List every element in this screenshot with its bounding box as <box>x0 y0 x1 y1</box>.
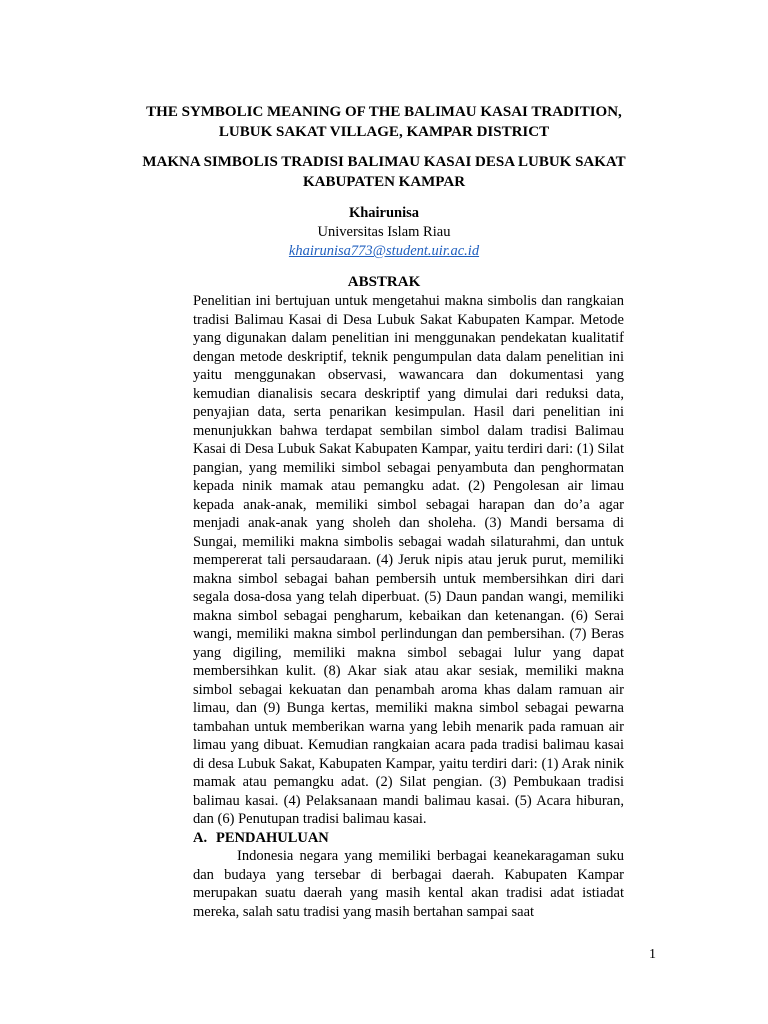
section-heading <box>193 829 329 848</box>
section-title: PENDAHULUAN <box>216 830 329 846</box>
author-affiliation: Universitas Islam Riau <box>317 224 451 240</box>
author-name: Khairunisa <box>348 205 420 221</box>
introduction-paragraph: Indonesia negara yang memiliki berbagai keanekaragaman suku dan budaya yang tersebar di berbagai daerah. Kabupaten Kampar merupakan suatu daerah yang masih kental akan tradisi adat istiadat mereka, salah satu tradisi yang masih bertahan sampai saat <box>193 848 624 920</box>
indonesian-title-line-1: MAKNA SIMBOLIS TRADISI BALIMAU KASAI DESA LUBUK SAKAT <box>142 154 626 170</box>
page-number: 1 <box>649 947 656 962</box>
author-block <box>0 204 768 261</box>
indonesian-title <box>0 152 768 192</box>
abstract-text: Penelitian ini bertujuan untuk mengetahui makna simbolis dan rangkaian tradisi Balimau Kasai di Desa Lubuk Sakat Kabupaten Kampar. Metode yang digunakan dalam penelitian ini menggunakan pendekatan kualitatif dengan metode deskriptif, teknik pengumpulan data dalam penelitian ini yaitu menggunakan observasi, wawancara dan dokumentasi yang kemudian dianalisis secara deskriptif yang dimulai dari reduksi data, penyajian data, serta penarikan kesimpulan. Hasil dari penelitian ini menunjukkan bahwa terdapat sembilan simbol dalam tradisi Balimau Kasai di Desa Lubuk Sakat Kabupaten Kampar, yaitu terdiri dari: (1) Silat pangian, yang memiliki simbol sebagai penyambuta dan penghormatan kepada ninik mamak atau pemangku adat. (2) Pengolesan air limau kepada anak-anak, memiliki simbol sebagai harapan dan do’a agar menjadi anak-anak yang sholeh dan sholeha. (3) Mandi bersama di Sungai, memiliki makna simbolis sebagai wadah silaturahmi, dan untuk mempererat tali persaudaraan. (4) Jeruk nipis atau jeruk purut, memiliki makna simbol sebagai bahan pembersih untuk membersihkan diri dari segala dosa-dosa yang telah diperbuat. (5) Daun pandan wangi, memiliki makna simbol sebagai pengharum, kebaikan dan ketenangan. (6) Serai wangi, memiliki makna simbol perlindungan dan pembersihan. (7) Beras yang digiling, memiliki makna simbol sebagai lulur yang dapat membersihkan kulit. (8) Akar siak atau akar sesiak, memiliki makna simbol sebagai kekuatan dan penambah aroma khas dalam ramuan air limau, dan (9) Bunga kertas, memiliki makna simbol sebagai pewarna tambahan untuk memberikan warna yang lebih menarik pada ramuan air limau yang dibuat. Kemudian rangkaian acara pada tradisi balimau kasai di desa Lubuk Sakat, Kabupaten Kampar, yaitu terdiri dari: (1) Arak ninik mamak atau pemangku adat. (2) Silat pengian. (3) Pembukaan tradisi balimau kasai. (4) Pelaksanaan mandi balimau kasai. (5) Acara hiburan, dan (6) Penutupan tradisi balimau kasai. <box>193 293 624 827</box>
author-email-link[interactable]: khairunisa773@student.uir.ac.id <box>288 243 480 259</box>
indonesian-title-line-2: KABUPATEN KAMPAR <box>302 174 466 190</box>
english-title-line-2: LUBUK SAKAT VILLAGE, KAMPAR DISTRICT <box>218 124 550 140</box>
english-title-line-1: THE SYMBOLIC MEANING OF THE BALIMAU KASAI TRADITION, <box>146 104 622 120</box>
section-number: A. <box>193 830 208 846</box>
abstract-heading: ABSTRAK <box>347 274 421 290</box>
english-title <box>0 102 768 142</box>
